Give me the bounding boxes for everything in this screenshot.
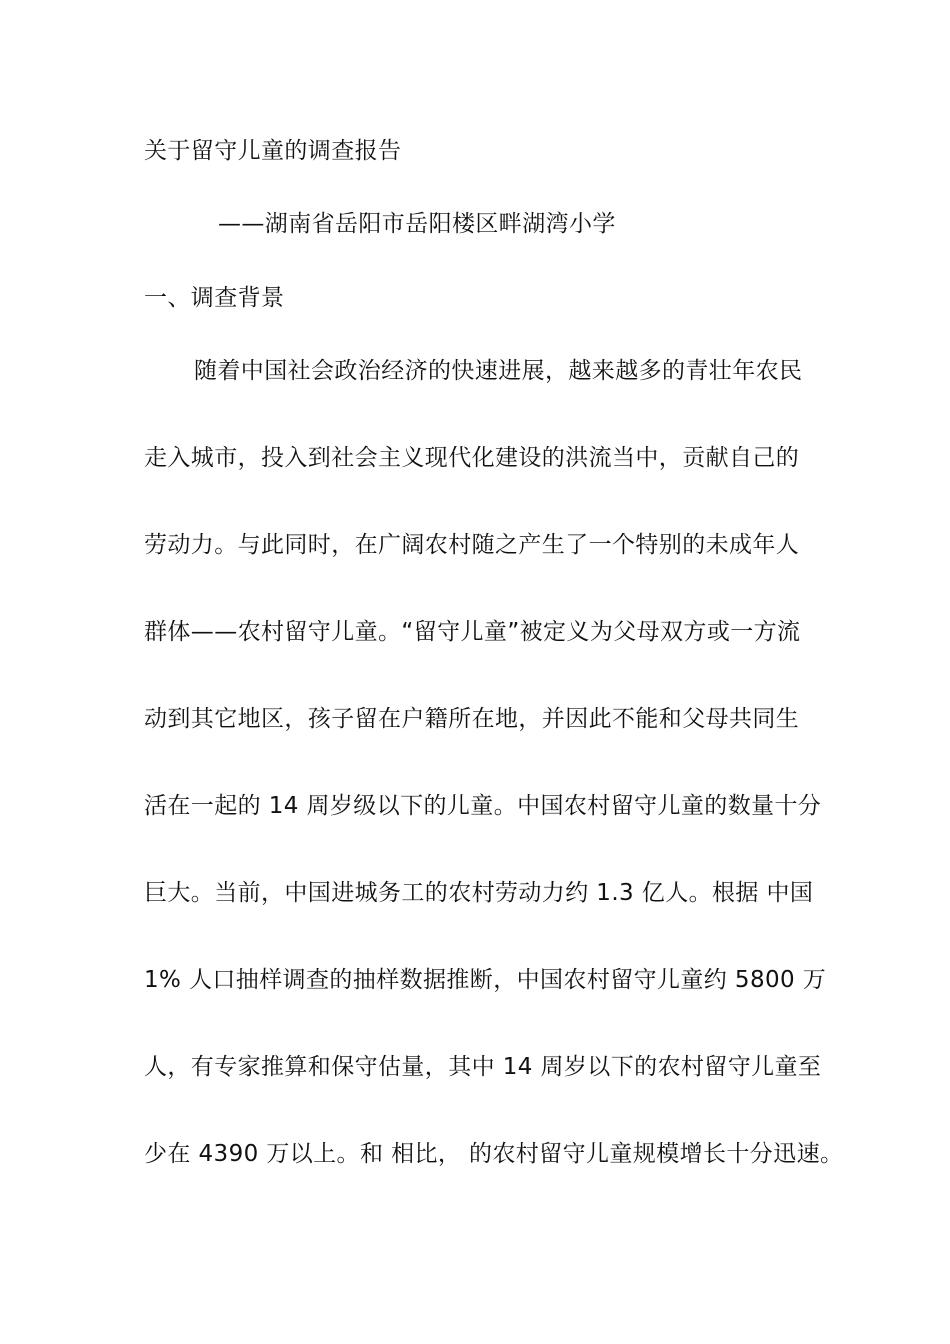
document-subtitle: ——湖南省岳阳市岳阳楼区畔湖湾小学 [218,211,616,237]
paragraph-line: 群体——农村留守儿童。“留守儿童”被定义为父母双方或一方流 [144,619,801,645]
paragraph-line: 劳动力。与此同时，在广阔农村随之产生了一个特别的未成年人 [144,532,800,558]
document-title: 关于留守儿童的调查报告 [144,138,402,164]
paragraph-line: 1% 人口抽样调查的抽样数据推断，中国农村留守儿童约 5800 万 [144,967,827,993]
section-heading: 一、调查背景 [144,285,285,311]
paragraph-line: 动到其它地区，孩子留在户籍所在地，并因此不能和父母共同生 [144,706,800,732]
paragraph-line: 人，有专家推算和保守估量，其中 14 周岁以下的农村留守儿童至 [144,1054,822,1080]
paragraph-line: 走入城市，投入到社会主义现代化建设的洪流当中，贡献自己的 [144,445,800,471]
paragraph-line: 少在 4390 万以上。和 相比， 的农村留守儿童规模增长十分迅速。 [144,1141,844,1167]
paragraph-line: 活在一起的 14 周岁级以下的儿童。中国农村留守儿童的数量十分 [144,793,822,819]
paragraph-line: 巨大。当前，中国进城务工的农村劳动力约 1.3 亿人。根据 中国 [144,880,814,906]
paragraph-line: 随着中国社会政治经济的快速进展，越来越多的青壮年农民 [194,358,803,384]
